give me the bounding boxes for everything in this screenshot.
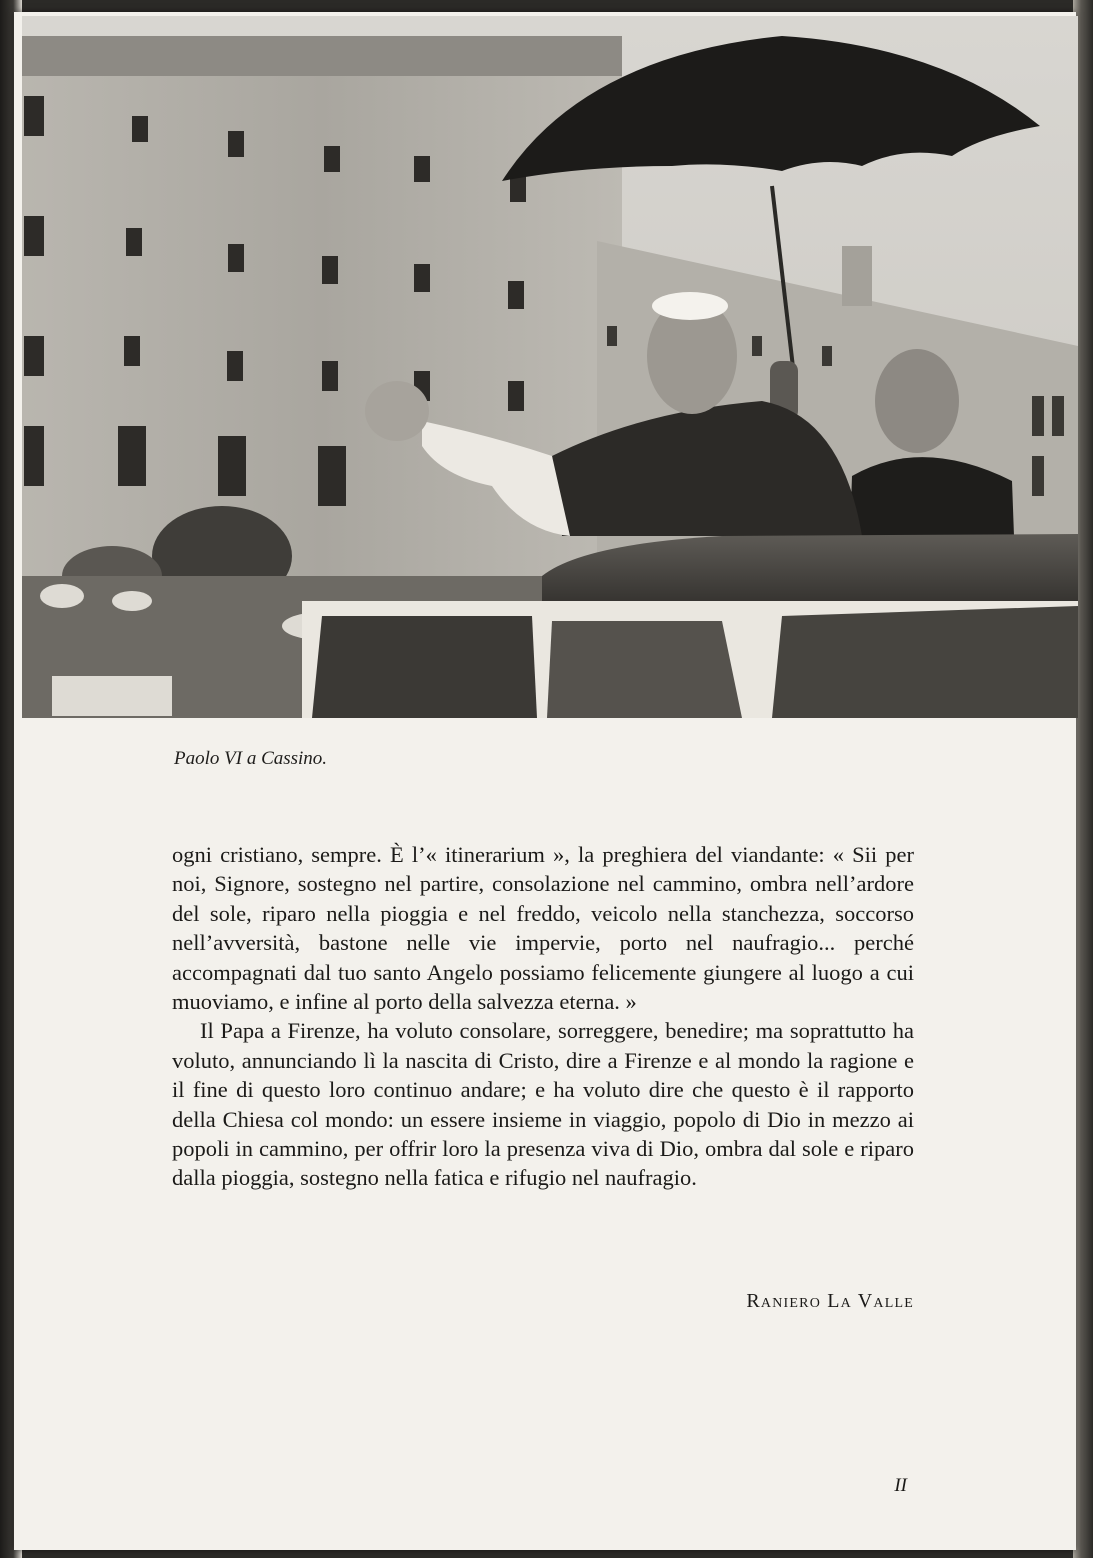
photo-pope-under-umbrella-icon — [22, 16, 1078, 718]
article-body — [172, 840, 914, 1193]
photo-caption: Paolo VI a Cassino. — [174, 748, 328, 769]
paragraph-2: Il Papa a Firenze, ha voluto consolare, sorreggere, benedire; ma soprattutto ha voluto, annunciando lì la nascita di Cristo, dire a Firenze e al mondo la ragione e il fine di questo loro continuo andare; e ha voluto dire che questo è il rapporto della Chiesa col mondo: un essere insieme in viaggio, popolo di Dio in mezzo ai popoli in cammino, per offrir loro la presenza viva di Dio, ombra dal sole e riparo dalla pioggia, sostegno nella fatica e rifugio nel naufragio. — [172, 1018, 914, 1191]
paragraph-1: ogni cristiano, sempre. È l’« itinerarium », la preghiera del viandante: « Sii per noi, Signore, sostegno nel partire, consolazione nel cammino, ombra nell’ardore del sole, riparo nella pioggia e nel freddo, veicolo nella stanchezza, soccorso nell’avversità, bastone nelle vie impervie, porto nel naufragio... perché accompagnati dal tuo santo Angelo possiamo felicemente giungere al luogo a cui muoviamo, e infine al porto della salvezza eterna. » — [172, 842, 914, 1015]
author-signature: Raniero La Valle — [746, 1290, 914, 1312]
photograph — [22, 16, 1078, 718]
page-number: II — [894, 1475, 907, 1496]
